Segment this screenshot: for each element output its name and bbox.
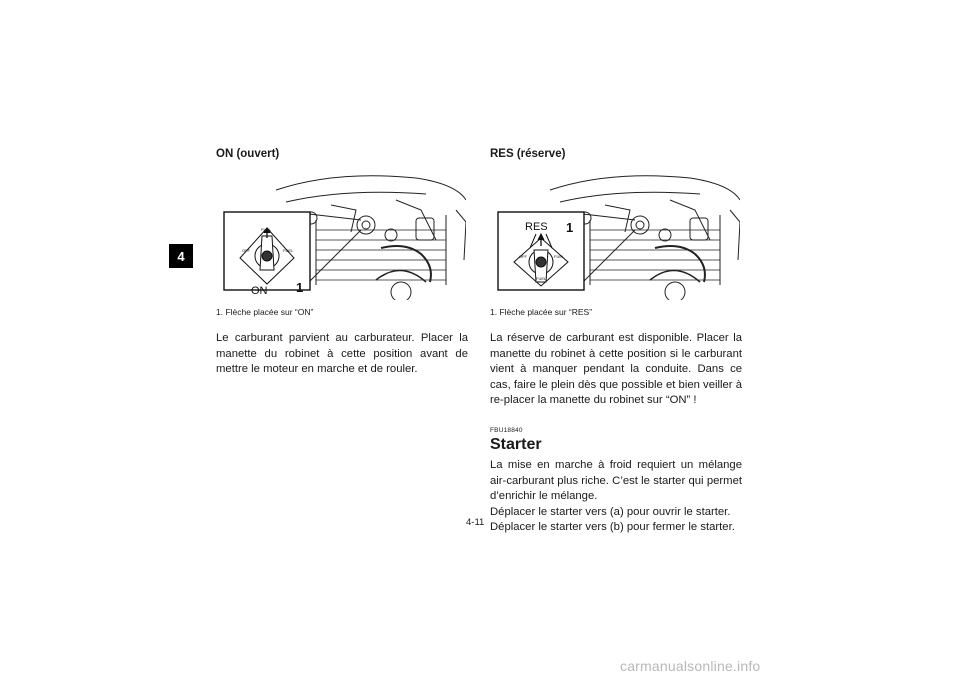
- starter-body-2: Déplacer le starter vers (a) pour ouvrir le starter.: [490, 505, 731, 518]
- dial-off-label: OFF: [519, 254, 527, 259]
- figure-callout-1: 1: [296, 280, 304, 295]
- left-column: [216, 148, 468, 378]
- dial-off-label: OFF: [242, 248, 250, 253]
- figure-on-label: ON: [251, 285, 268, 297]
- figure-callout-1: 1: [566, 220, 574, 235]
- res-heading: RES (réserve): [490, 148, 566, 160]
- res-body-text: La réserve de carburant est disponible. Placer la manette du robinet à cette position si le carburant vient à manquer pendant la conduite. Dans ce cas, faire le plein dès que possible et bien veiller à re-placer la manette du robinet sur “ON” !: [490, 332, 742, 407]
- page-number: 4-11: [466, 517, 485, 528]
- fuel-valve-on-illustration: [216, 170, 466, 300]
- on-body-text: Le carburant parvient au carburateur. Placer la manette du robinet à cette position avant de mettre le moteur en marche et de rouler.: [216, 332, 468, 376]
- dial-fuel-top-label: FUEL: [261, 227, 272, 232]
- watermark: carmanualsonline.info: [620, 658, 761, 674]
- right-column: [490, 148, 742, 536]
- dial-fuel-bottom-label: FUEL: [536, 276, 547, 281]
- on-heading: ON (ouvert): [216, 148, 280, 160]
- res-caption: 1. Flèche placée sur “RES”: [490, 307, 593, 317]
- on-caption: 1. Flèche placée sur “ON”: [216, 307, 314, 317]
- section-code: FBU18840: [490, 426, 523, 434]
- starter-title: Starter: [490, 435, 542, 453]
- fuel-valve-res-illustration: [490, 170, 740, 300]
- figure-res-label: RES: [525, 221, 548, 233]
- starter-body-3: Déplacer le starter vers (b) pour fermer le starter.: [490, 521, 735, 534]
- starter-body-1: La mise en marche à froid requiert un mélange air-carburant plus riche. C’est le starter qui permet d’enrichir le mélange.: [490, 458, 742, 503]
- dial-fuel-right-label: FUEL: [554, 254, 565, 259]
- chapter-tab: 4: [169, 244, 193, 268]
- dial-fuel-right-label: FUEL: [283, 248, 294, 253]
